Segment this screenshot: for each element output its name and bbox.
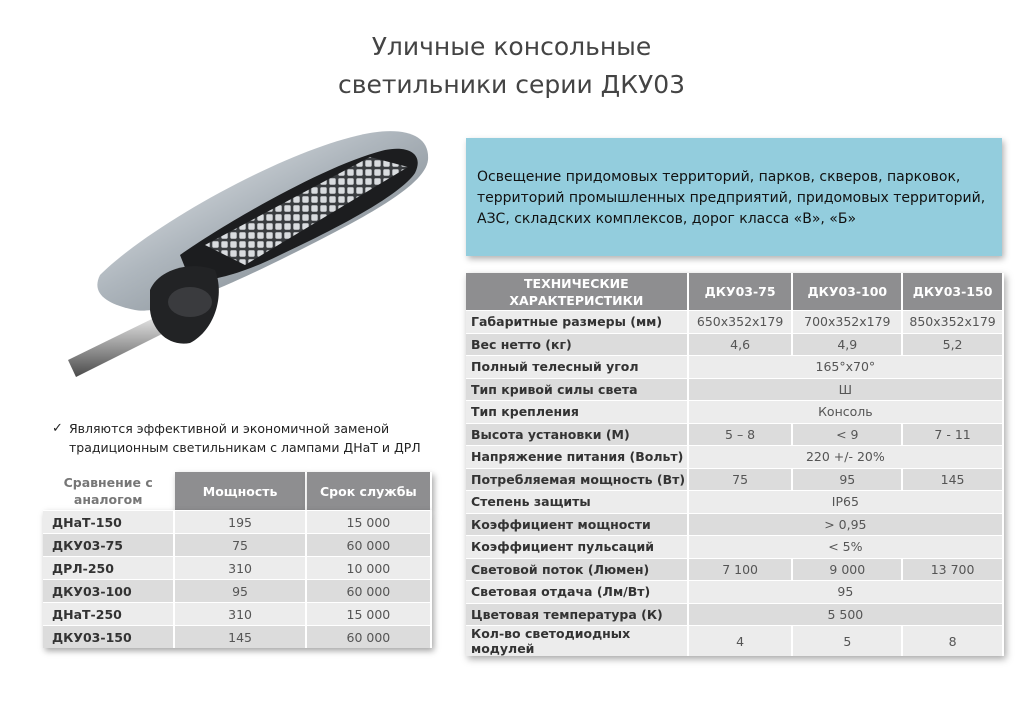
comparison-row-life: 15 000 bbox=[307, 602, 432, 625]
spec-row-name: Световой поток (Люмен) bbox=[466, 558, 689, 581]
table-row bbox=[43, 533, 432, 556]
spec-row-name: Вес нетто (кг) bbox=[466, 333, 689, 356]
table-row bbox=[466, 400, 1004, 423]
comparison-table bbox=[43, 472, 432, 648]
spec-row-value: 13 700 bbox=[903, 558, 1004, 581]
table-row bbox=[466, 378, 1004, 401]
spec-table-body bbox=[466, 310, 1004, 656]
spec-row-value: 850x352x179 bbox=[903, 310, 1004, 333]
spec-row-value: 95 bbox=[689, 580, 1004, 603]
spec-row-value: Консоль bbox=[689, 400, 1004, 423]
comparison-row-power: 95 bbox=[175, 579, 306, 602]
application-description-box bbox=[466, 138, 1002, 256]
table-row bbox=[466, 490, 1004, 513]
spec-row-name: Высота установки (М) bbox=[466, 423, 689, 446]
table-row bbox=[466, 355, 1004, 378]
table-row bbox=[466, 468, 1004, 491]
spec-row-name: Коэффициент мощности bbox=[466, 513, 689, 536]
comparison-row-life: 60 000 bbox=[307, 533, 432, 556]
spec-row-name: Тип кривой силы света bbox=[466, 378, 689, 401]
comparison-table-container bbox=[43, 472, 432, 648]
spec-row-value: 4 bbox=[689, 625, 794, 656]
comparison-header-label: Сравнение с аналогом bbox=[43, 472, 175, 510]
spec-row-value: 650x352x179 bbox=[689, 310, 794, 333]
comparison-row-life: 60 000 bbox=[307, 625, 432, 648]
table-row bbox=[466, 535, 1004, 558]
spec-table-container bbox=[466, 273, 1004, 656]
comparison-row-power: 75 bbox=[175, 533, 306, 556]
spec-row-name: Степень защиты bbox=[466, 490, 689, 513]
table-row bbox=[466, 625, 1004, 656]
spec-header-model: ДКУ03-150 bbox=[903, 273, 1004, 310]
street-lamp-image bbox=[40, 105, 460, 395]
spec-row-name: Потребляемая мощность (Вт) bbox=[466, 468, 689, 491]
table-row bbox=[466, 423, 1004, 446]
spec-row-value: 165°x70° bbox=[689, 355, 1004, 378]
spec-row-value: 145 bbox=[903, 468, 1004, 491]
table-row bbox=[466, 333, 1004, 356]
advantage-note bbox=[52, 419, 452, 457]
spec-row-name: Габаритные размеры (мм) bbox=[466, 310, 689, 333]
page-title bbox=[0, 28, 1023, 104]
comparison-row-name: ДНаТ-150 bbox=[43, 510, 175, 533]
comparison-row-life: 10 000 bbox=[307, 556, 432, 579]
comparison-row-power: 310 bbox=[175, 602, 306, 625]
comparison-row-power: 310 bbox=[175, 556, 306, 579]
spec-row-value: < 9 bbox=[793, 423, 903, 446]
application-description-text: Освещение придомовых территорий, парков, скверов, парковок, территорий промышленных предприятий, придомовых территорий, АЗС, складских комплексов, дорог класса «В», «Б» bbox=[477, 169, 986, 227]
spec-header-name: ТЕХНИЧЕСКИЕ ХАРАКТЕРИСТИКИ bbox=[466, 273, 689, 310]
title-line-2: светильники серии ДКУ03 bbox=[337, 70, 686, 99]
comparison-row-life: 60 000 bbox=[307, 579, 432, 602]
spec-row-name: Полный телесный угол bbox=[466, 355, 689, 378]
spec-row-value: 5,2 bbox=[903, 333, 1004, 356]
table-row bbox=[466, 603, 1004, 626]
comparison-row-name: ДКУ03-150 bbox=[43, 625, 175, 648]
comparison-row-name: ДНаТ-250 bbox=[43, 602, 175, 625]
spec-row-value: 95 bbox=[793, 468, 903, 491]
spec-row-value: Ш bbox=[689, 378, 1004, 401]
spec-row-value: 8 bbox=[903, 625, 1004, 656]
comparison-row-life: 15 000 bbox=[307, 510, 432, 533]
spec-header-model: ДКУ03-100 bbox=[793, 273, 903, 310]
spec-row-name: Кол-во светодиодных модулей bbox=[466, 625, 689, 656]
spec-row-name: Цветовая температура (К) bbox=[466, 603, 689, 626]
comparison-col-life: Срок службы bbox=[307, 472, 432, 510]
spec-row-value: 4,9 bbox=[793, 333, 903, 356]
spec-row-value: 220 +/- 20% bbox=[689, 445, 1004, 468]
table-row bbox=[43, 602, 432, 625]
spec-table bbox=[466, 273, 1004, 656]
table-row bbox=[43, 510, 432, 533]
table-row bbox=[43, 579, 432, 602]
spec-row-value: < 5% bbox=[689, 535, 1004, 558]
table-row bbox=[466, 310, 1004, 333]
comparison-row-power: 145 bbox=[175, 625, 306, 648]
spec-row-value: 9 000 bbox=[793, 558, 903, 581]
table-row bbox=[466, 558, 1004, 581]
spec-row-value: 5 bbox=[793, 625, 903, 656]
table-row bbox=[466, 513, 1004, 536]
table-row bbox=[43, 556, 432, 579]
spec-row-value: 7 100 bbox=[689, 558, 794, 581]
table-row bbox=[466, 580, 1004, 603]
spec-row-name: Напряжение питания (Вольт) bbox=[466, 445, 689, 468]
spec-header-model: ДКУ03-75 bbox=[689, 273, 794, 310]
comparison-row-power: 195 bbox=[175, 510, 306, 533]
spec-row-value: IP65 bbox=[689, 490, 1004, 513]
spec-row-value: 700x352x179 bbox=[793, 310, 903, 333]
spec-row-name: Световая отдача (Лм/Вт) bbox=[466, 580, 689, 603]
spec-row-value: 4,6 bbox=[689, 333, 794, 356]
spec-row-name: Коэффициент пульсаций bbox=[466, 535, 689, 558]
table-row bbox=[466, 445, 1004, 468]
spec-row-name: Тип крепления bbox=[466, 400, 689, 423]
spec-row-value: > 0,95 bbox=[689, 513, 1004, 536]
spec-row-value: 7 - 11 bbox=[903, 423, 1004, 446]
comparison-col-power: Мощность bbox=[175, 472, 306, 510]
comparison-row-name: ДРЛ-250 bbox=[43, 556, 175, 579]
title-line-1: Уличные консольные bbox=[371, 32, 652, 61]
comparison-row-name: ДКУ03-100 bbox=[43, 579, 175, 602]
table-row bbox=[43, 625, 432, 648]
comparison-row-name: ДКУ03-75 bbox=[43, 533, 175, 556]
spec-row-value: 5 500 bbox=[689, 603, 1004, 626]
spec-row-value: 5 – 8 bbox=[689, 423, 794, 446]
checkmark-icon: ✓ bbox=[52, 421, 63, 436]
spec-row-value: 75 bbox=[689, 468, 794, 491]
advantage-text: Являются эффективной и экономичной заменой традиционным светильникам с лампами ДНаТ и ДРЛ bbox=[69, 421, 421, 455]
